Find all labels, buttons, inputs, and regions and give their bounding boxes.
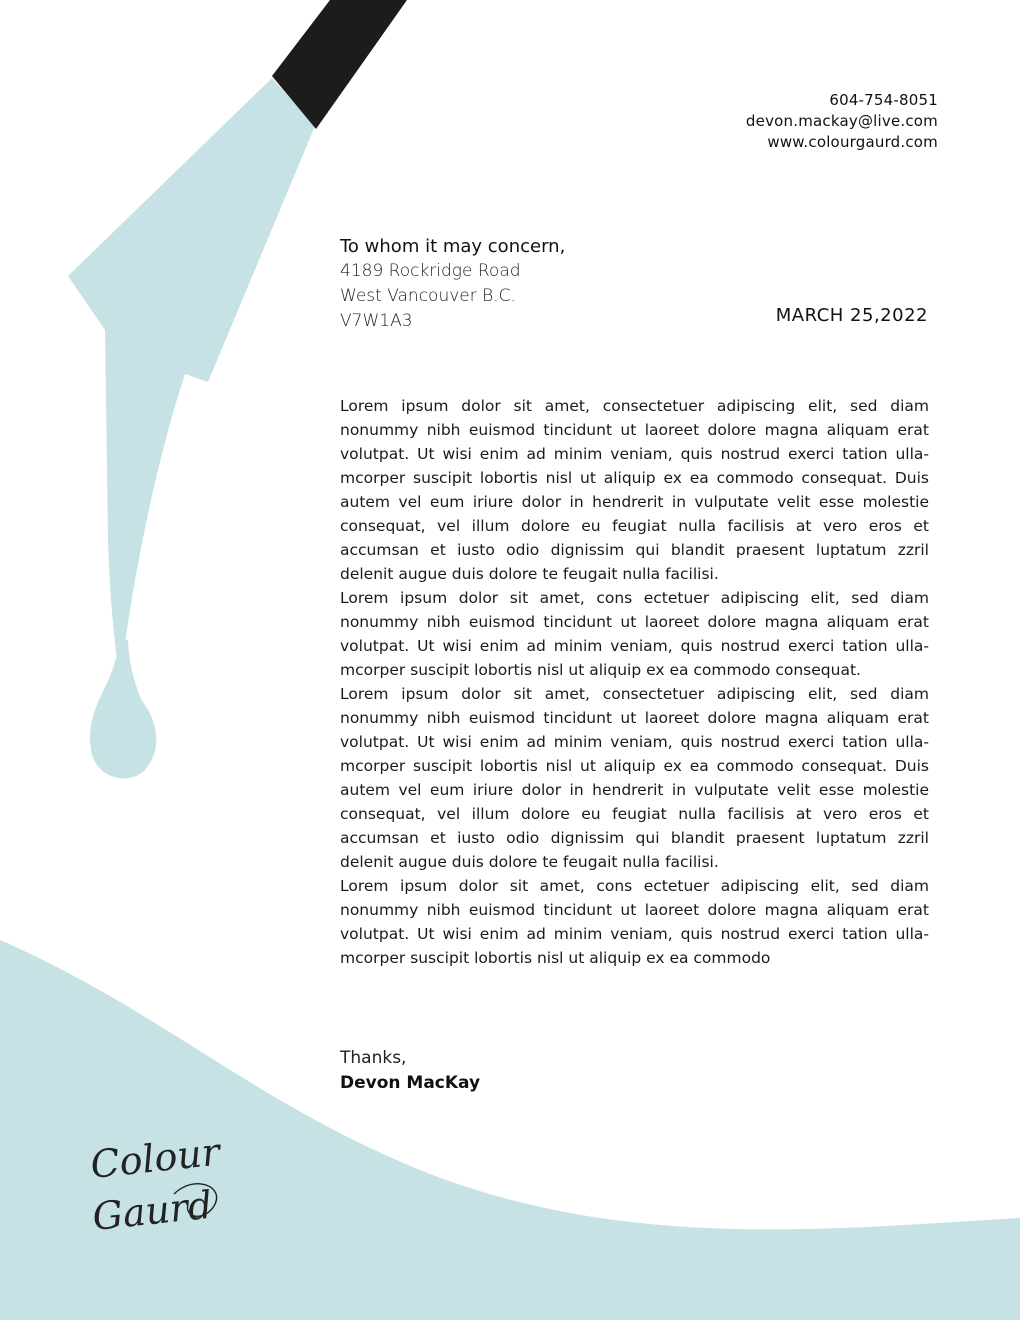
body-paragraph: Lorem ipsum dolor sit amet, consectetuer adipiscing elit, sed diam nonummy nibh euismod tincidunt ut laoreet dolore magna aliquam erat volutpat. Ut wisi enim ad minim veniam, quis nostrud exerci tation ulla-mcorper suscipit lobortis nisl ut aliquip ex ea commodo consequat. Duis autem vel eum iriure dolor in hendrerit in vulputate velit esse molestie consequat, vel illum dolore eu feugiat nulla facilisis at vero eros et accumsan et iusto odio dignissim qui blandit praesent luptatum zzril delenit augue duis dolore te feugait nulla facilisi. [340,397,929,583]
address-line-1: 4189 Rockridge Road [340,261,521,281]
body-paragraph: Lorem ipsum dolor sit amet, cons ectetuer adipiscing elit, sed diam nonummy nibh euismod tincidunt ut laoreet dolore magna aliquam erat volutpat. Ut wisi enim ad minim veniam, quis nostrud exerci tation ulla-mcorper suscipit lobortis nisl ut aliquip ex ea commodo [340,877,929,967]
contact-info [746,90,938,153]
body-paragraph: Lorem ipsum dolor sit amet, cons ectetuer adipiscing elit, sed diam nonummy nibh euismod tincidunt ut laoreet dolore magna aliquam erat volutpat. Ut wisi enim ad minim veniam, quis nostrud exerci tation ulla-mcorper suscipit lobortis nisl ut aliquip ex ea commodo consequat. [340,589,929,679]
closing-thanks: Thanks, [340,1048,407,1068]
colour-gaurd-logo [86,1134,236,1244]
letter-body [340,394,929,970]
greeting: To whom it may concern, [340,236,566,257]
bottom-wave [0,940,1020,1320]
logo-line-2: Gaurd [90,1182,215,1239]
phone-number: 604-754-8051 [829,91,938,109]
postal-code: V7W1A3 [340,311,413,331]
logo-line-1: Colour [88,1134,222,1187]
brush-stroke [68,78,315,778]
body-paragraph: Lorem ipsum dolor sit amet, consectetuer adipiscing elit, sed diam nonummy nibh euismod tincidunt ut laoreet dolore magna aliquam erat volutpat. Ut wisi enim ad minim veniam, quis nostrud exerci tation ulla-mcorper suscipit lobortis nisl ut aliquip ex ea commodo consequat. Duis autem vel eum iriure dolor in hendrerit in vulputate velit esse molestie consequat, vel illum dolore eu feugiat nulla facilisis at vero eros et accumsan et iusto odio dignissim qui blandit praesent luptatum zzril delenit augue duis dolore te feugait nulla facilisi. [340,685,929,871]
letter-date: MARCH 25,2022 [775,305,928,326]
website-url: www.colourgaurd.com [767,133,938,151]
email-address: devon.mackay@live.com [745,112,938,130]
signer-name: Devon MacKay [340,1073,481,1093]
polish-drip [90,640,150,763]
recipient-block [340,234,565,334]
address-line-2: West Vancouver B.C. [340,286,516,306]
closing-block [340,1046,480,1096]
